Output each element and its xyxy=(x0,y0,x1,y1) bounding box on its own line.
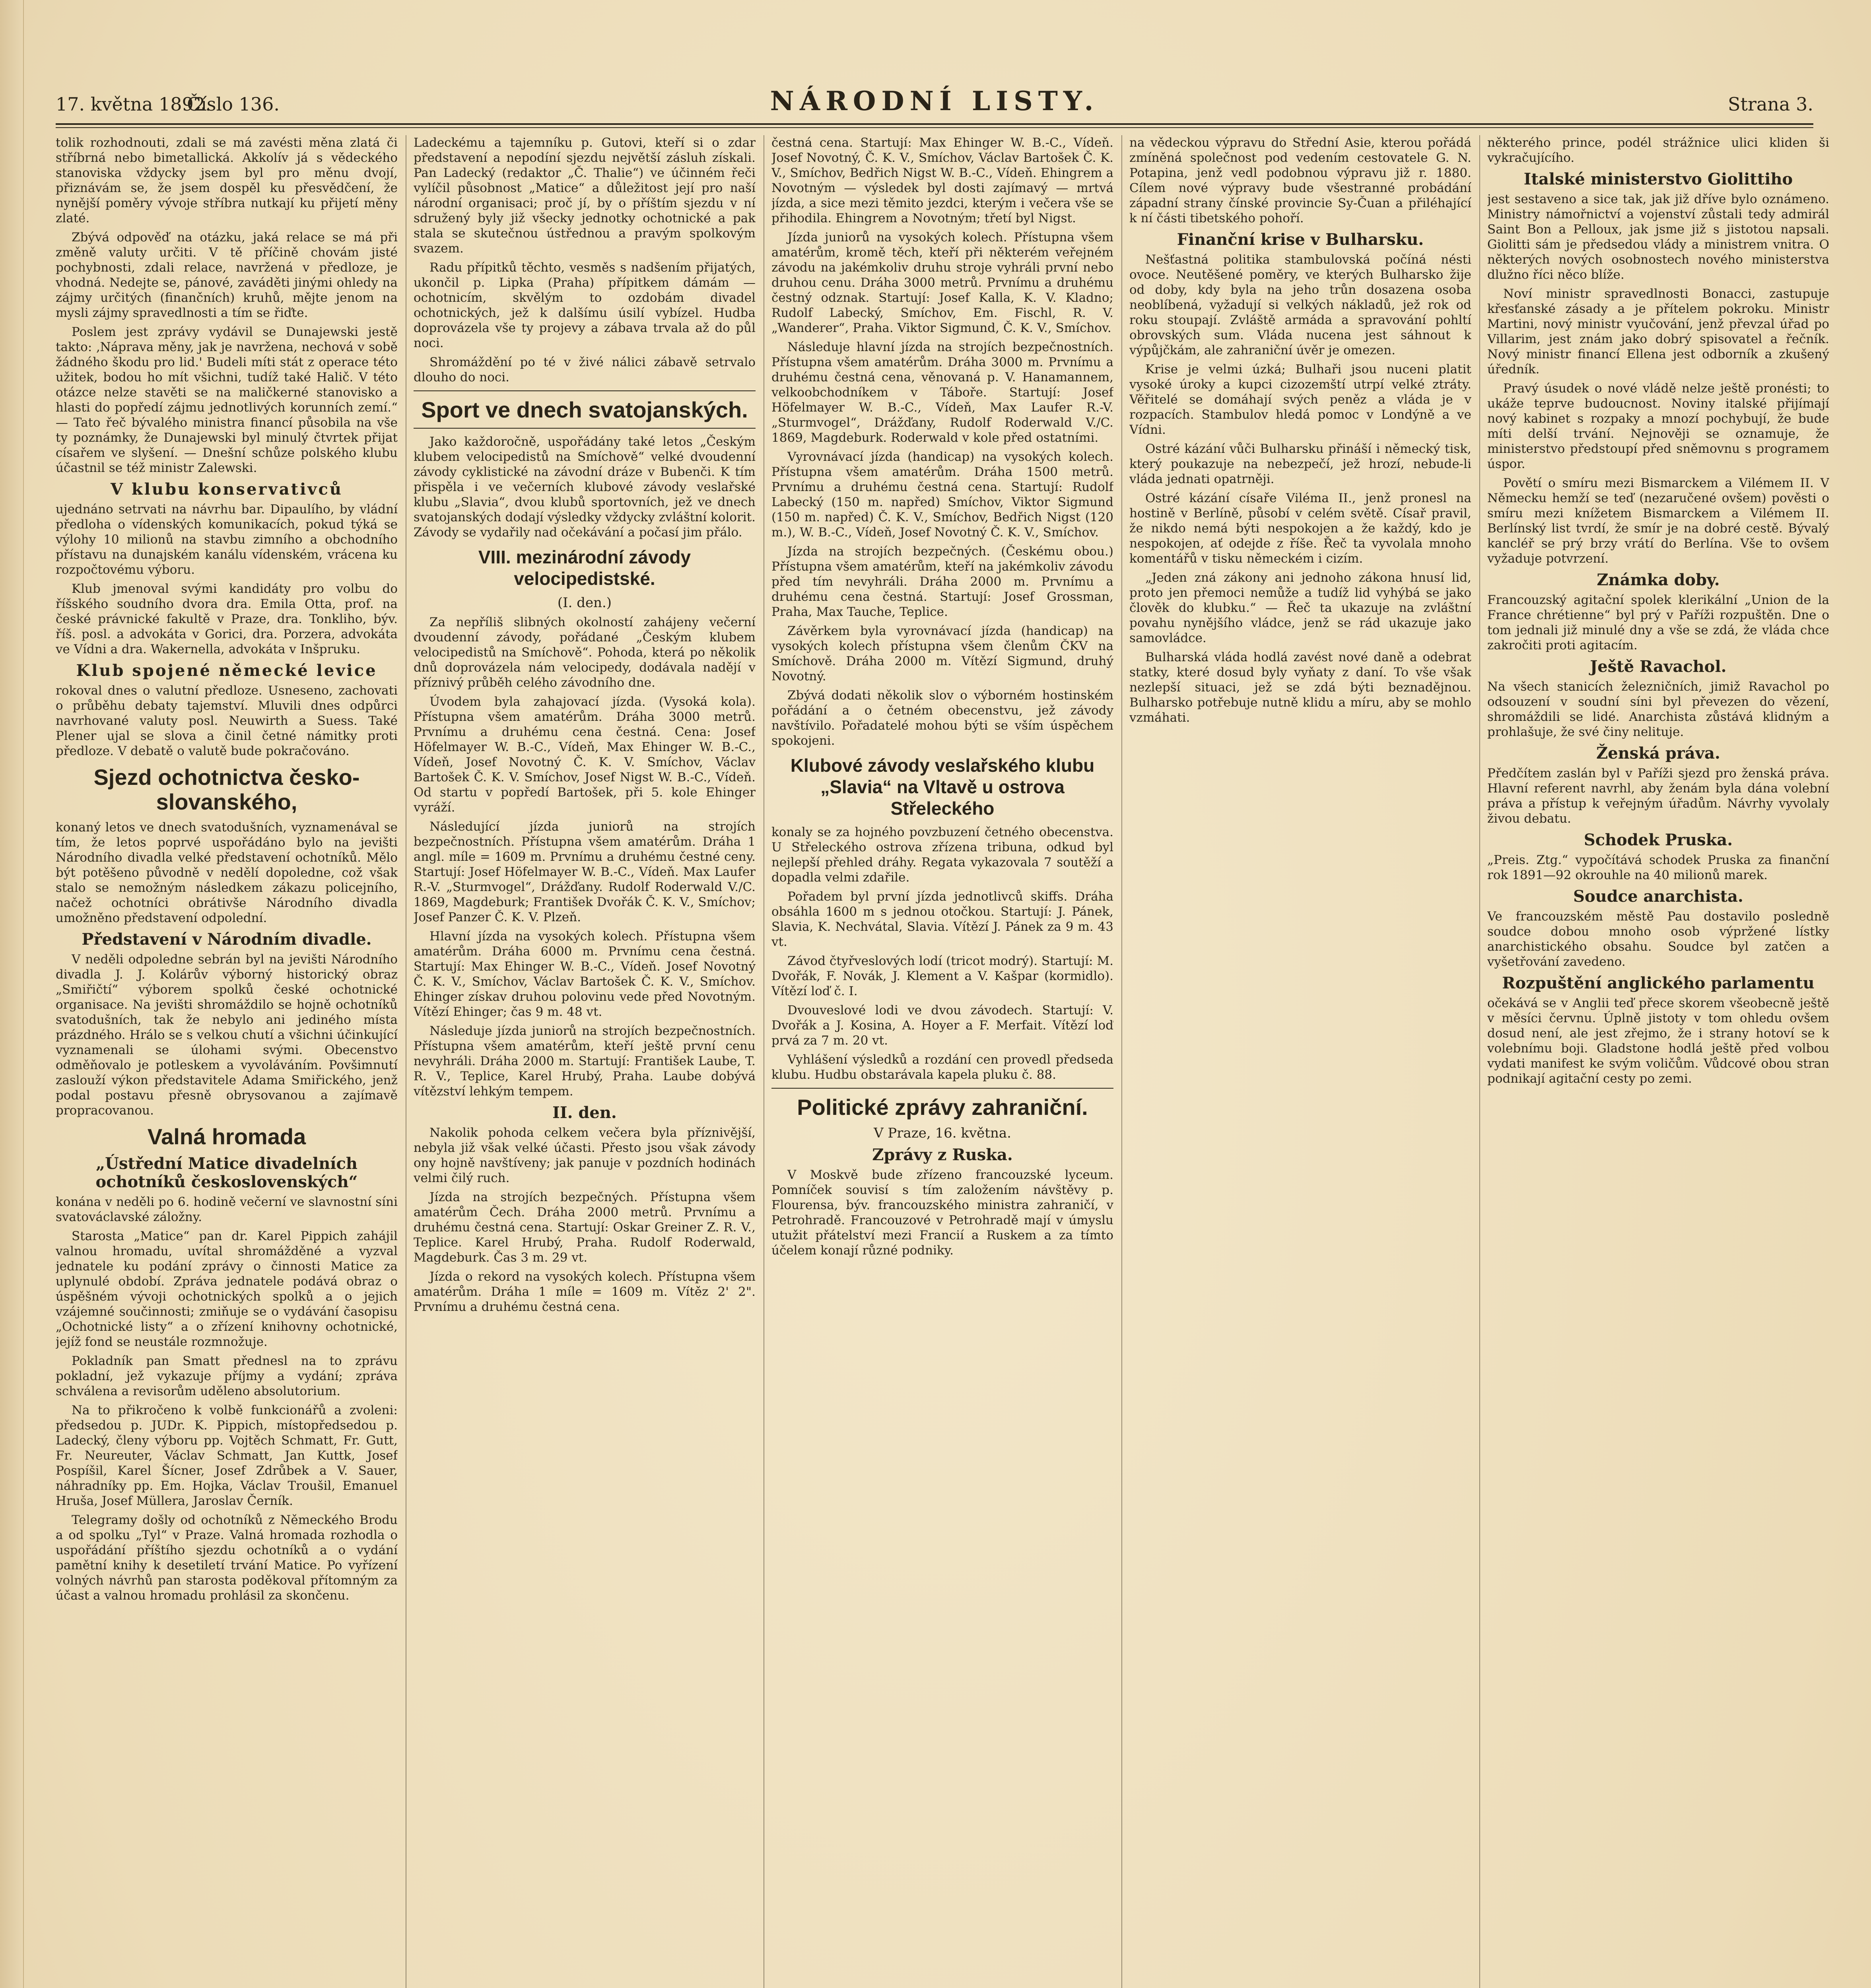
paragraph: Telegramy došly od ochotníků z Německého Brodu a od spolku „Tyl“ v Praze. Valná hromada rozhodla o uspořádání příštího sjezdu ochotníků a o vydání pamětní knihy k desetiletí trvání Matice. Po vyřízení volných návrhů pan starosta poděkoval přítomným za účast a valnou hromadu prohlásil za skončenu. xyxy=(56,1513,398,1603)
paragraph: Hlavní jízda na vysokých kolech. Přístupna všem amatérům. Dráha 6000 m. Prvnímu cena čestná. Startují: Max Ehinger W. B.-C., Vídeň. Josef Novotný Č. K. V., Smíchov, Václav Bartošek Č. K. V., Smíchov. Ehinger získav druhou polovinu vede před Novotným. Vítězí Ehinger; čas 9 m. 48 vt. xyxy=(414,929,756,1019)
subheading: Soudce anarchista. xyxy=(1573,887,1743,906)
divider xyxy=(414,428,756,429)
dateline: V Praze, 16. května. xyxy=(874,1125,1011,1141)
section-heading: Sjezd ochotnictva česko-slovanského, xyxy=(93,765,360,814)
section-subheading: (I. den.) xyxy=(557,595,612,611)
paragraph: Pravý úsudek o nové vládě nelze ještě pronésti; to ukáže teprve budoucnost. Noviny italské přijímají nový kabinet s rozpaky a mnozí pochybují, že bude míti delší trvání. Nejnověji se oznamuje, že ministerstvo předstoupí před sněmovnu s programem úspor. xyxy=(1487,381,1829,471)
header-rule-thin xyxy=(56,127,1813,128)
section-heading: Valná hromada xyxy=(147,1124,306,1149)
paragraph: Zbývá dodati několik slov o výborném hostinském pořádání a o četném obecenstvu, jež závody navštívilo. Pořadatelé mohou býti se vším úspěchem spokojeni. xyxy=(771,688,1113,748)
column-1 xyxy=(56,135,398,1988)
subheading: V klubu konservativců xyxy=(111,480,343,499)
paragraph: Vyhlášení výsledků a rozdání cen provedl předseda klubu. Hudbu obstarávala kapela pluku č. 88. xyxy=(771,1052,1113,1082)
paragraph: Ostré kázání vůči Bulharsku přináší i německý tisk, který poukazuje na nebezpečí, jež hrozí, nebude-li vláda jednati opatrněji. xyxy=(1129,442,1471,486)
paragraph: Závěrkem byla vyrovnávací jízda (handicap) na vysokých kolech přístupna všem členům ČKV na Smíchově. Dráha 2000 m. Vítězí Sigmund, druhý Novotný. xyxy=(771,624,1113,683)
paragraph: Radu přípitků těchto, vesměs s nadšením přijatých, ukončil p. Lipka (Praha) přípitkem dámám — ochotnicím, skvělým to ozdobám divadel ochotnických, jež k dalšímu úsilí vybízel. Hudba doprovázela vše ty projevy a zábava trvala až do půl noci. xyxy=(414,260,756,350)
paragraph: Starosta „Matice“ pan dr. Karel Pippich zahájil valnou hromadu, uvítal shromážděné a vyzval jednatele ku podání zprávy o činnosti Matice za uplynulé období. Zpráva jednatele podává obraz o úspěšném vývoji ochotnických spolků a o jejich vzájemné součinnosti; zmiňuje se o vydávání časopisu „Ochotnické listy“ a o zřízení knihovny ochotnické, jejíž fond se neustále rozmnožuje. xyxy=(56,1229,398,1349)
column-3 xyxy=(771,135,1113,1988)
paragraph: Povětí o smíru mezi Bismarckem a Vilémem II. V Německu hemží se teď (nezaručené ovšem) pověsti o smíru mezi knížetem Bismarckem a Vilémem II. Berlínský list tvrdí, že smír je na dobré cestě. Bývalý kancléř se prý brzy vrátí do Berlína. Vše to ovšem vyžaduje potvrzení. xyxy=(1487,476,1829,566)
paragraph: jest sestaveno a sice tak, jak již dříve bylo oznámeno. Ministry námořnictví a vojenství zůstali tedy admirál Saint Bon a Pelloux, jak jsme již s jistotou napsali. Giolitti sám je předsedou vlády a ministrem vnitra. O některých nových osobnostech nového ministerstva dlužno říci něco blíže. xyxy=(1487,192,1829,282)
paragraph: rokoval dnes o valutní předloze. Usneseno, zachovati o průběhu debaty tajemství. Mluvili dnes odpůrci navrhované valuty posl. Neuwirth a Suess. Také Plener ujal se slova a činil četné námitky proti předloze. V debatě o valutě bude pokračováno. xyxy=(56,683,398,758)
paragraph: Noví ministr spravedlnosti Bonacci, zastupuje křesťanské zásady a je přítelem pokroku. Ministr Martini, nový ministr vyučování, jenž převzal úřad po Villarim, jest znám jako dobrý spisovatel a řečník. Nový ministr financí Ellena jest odborník a zkušený úředník. xyxy=(1487,287,1829,377)
section-heading: II. den. xyxy=(552,1103,617,1122)
paragraph: Následující jízda juniorů na strojích bezpečnostních. Přístupna všem amatérům. Dráha 1 angl. míle = 1609 m. Prvnímu a druhému čestné ceny. Startují: Josef Höfelmayer W. B.-C., Vídeň. Max Laufer R.-V. „Sturmvogel“, Drážďany. Rudolf Roderwald V./C. 1869, Magdeburk; František Dvořák Č. K. V., Smíchov; Josef Panzer Č. K. V. Plzeň. xyxy=(414,819,756,924)
subheading: Schodek Pruska. xyxy=(1583,831,1733,849)
section-heading: Klubové závody veslařského klubu „Slavia“ na Vltavě u ostrova Střeleckého xyxy=(790,755,1095,819)
header-rule xyxy=(56,123,1813,125)
issue-date: 17. května 1892. xyxy=(56,93,211,115)
paragraph: Závod čtyřveslových lodí (tricot modrý). Startují: M. Dvořák, F. Novák, J. Klement a V. Kašpar (kormidlo). Vítězí loď č. I. xyxy=(771,954,1113,998)
column-4 xyxy=(1129,135,1471,1988)
section-heading: Finanční krise v Bulharsku. xyxy=(1177,230,1424,249)
paragraph: Francouzský agitační spolek klerikální „Union de la France chrétienne“ byl prý v Paříži rozpuštěn. Dne o tom jednali již minulé dny a vše se zdá, že vláda chce zakročiti proti agitacím. xyxy=(1487,593,1829,652)
section-heading: VIII. mezinárodní závody velocipedistské. xyxy=(478,547,691,589)
subheading: Klub spojené německé levice xyxy=(76,661,377,680)
subheading: Známka doby. xyxy=(1597,571,1720,589)
column-2 xyxy=(414,135,756,1988)
paragraph: Na to přikročeno k volbě funkcionářů a zvoleni: předsedou p. JUDr. K. Pippich, místopředsedou p. Ladecký, členy výboru pp. Vojtěch Schmatt, Fr. Gutt, Fr. Neureuter, Václav Schmatt, Jan Kuttk, Josef Pospíšil, Karel Šícner, Josef Zdrůbek a V. Sauer, náhradníky pp. Em. Hojka, Václav Troušil, Emanuel Hruša, Josef Müllera, Jaroslav Černík. xyxy=(56,1403,398,1508)
issue-number: Číslo 136. xyxy=(187,93,280,115)
paragraph: Dvouveslové lodi ve dvou závodech. Startují: V. Dvořák a J. Kosina, A. Hoyer a F. Merfait. Vítězí loď prvá za 7 m. 20 vt. xyxy=(771,1003,1113,1048)
adjacent-page-strip xyxy=(0,0,24,1988)
paragraph: konána v neděli po 6. hodině večerní ve slavnostní síni svatováclavské záložny. xyxy=(56,1195,398,1224)
paragraph: Jízda na strojích bezpečných. Přístupna všem amatérům Čech. Dráha 2000 metrů. Prvnímu a druhému čestná cena. Startují: Oskar Greiner Z. R. V., Teplice. Karel Hrubý, Praha. Rudolf Roderwald, Magdeburk. Čas 3 m. 29 vt. xyxy=(414,1190,756,1265)
paragraph: Nešťastná politika stambulovská počíná nésti ovoce. Neutěšené poměry, ve kterých Bulharsko žije od doby, kdy byla na jeho trůn dosazena osoba neoblíbená, vyžadují si velkých nákladů, jež rok od roku stoupají. Zvláště armáda a spravování pohltí obrovských sum. Vláda nucena jest sáhnout k výpůjčkám, ale zahraniční úvěr je omezen. xyxy=(1129,252,1471,357)
paragraph: tolik rozhodnouti, zdali se má zavésti měna zlatá či stříbrná nebo bimetallická. Akkolív já s vědeckého stanoviska vždycky jsem byl pro měnu dvojí, přiznávám se, že jsem dospěl ku přesvědčení, že nynější poměry vývoje stříbra nutkají ku přijetí měny zlaté. xyxy=(56,136,398,225)
divider xyxy=(771,1088,1113,1089)
paragraph: Ostré kázání císaře Viléma II., jenž pronesl na hostině v Berlíně, působí v celém světě. Císař pravil, že nikdo nemá býti nespokojen a že každý, kdo je nespokojen, ať odejde z říše. Řeč ta vyvolala mnoho komentářů v tisku německém i cizím. xyxy=(1129,491,1471,566)
paragraph: čestná cena. Startují: Max Ehinger W. B.-C., Vídeň. Josef Novotný, Č. K. V., Smíchov, Václav Bartošek Č. K. V., Smíchov, Bedřich Nigst W. B.-C., Vídeň. Ehingrem a Novotným — výsledek byl dosti zajímavý — mrtvá jízda, a sice mezi těmito jezdci, kterým i večera vše se přihodila. Ehingrem a Novotným; třetí byl Nigst. xyxy=(771,136,1113,225)
paragraph: Shromáždění po té v živé nálici zábavě setrvalo dlouho do noci. xyxy=(414,355,756,384)
subheading: Rozpuštění anglického parlamentu xyxy=(1502,974,1815,992)
paragraph: Bulharská vláda hodlá zavést nové daně a odebrat statky, které dosud byly vyňaty z daní. To vše však nezlepší situaci, jež se zdá býti beznadějnou. Bulharsko potřebuje nutně klidu a míru, aby se mohlo vzmáhati. xyxy=(1129,650,1471,725)
section-heading: Politické zprávy zahraniční. xyxy=(797,1095,1088,1120)
subheading: Ještě Ravachol. xyxy=(1590,657,1727,676)
paragraph: Jako každoročně, uspořádány také letos „Českým klubem velocipedistů na Smíchově“ velké dvoudenní závody cyklistické na závodní dráze v Bubenči. K tím přispěla i ve večerních klubové závody veslařské klubu „Slavia“, dvou klubů sportovních, jež ve dnech svatojanských dodají výsledky vždycky zvláštní kolorit. Závody se vydařily nad očekávání a počasí jim přálo. xyxy=(414,435,756,540)
section-subheading: „Ústřední Matice divadelních ochotníků československých“ xyxy=(95,1154,358,1191)
paragraph: Vyrovnávací jízda (handicap) na vysokých kolech. Přístupna všem amatérům. Dráha 1500 metrů. Prvnímu a druhému čestná cena. Startují: Rudolf Labecký (150 m. napřed) Smíchov, Viktor Sigmund (150 m. napřed) Č. K. V., Smíchov, Bedřich Nigst (120 m.), W. B.-C., Vídeň, Josef Novotný Č. K. V., Smíchov. xyxy=(771,450,1113,540)
subheading: Ženská práva. xyxy=(1596,744,1720,763)
paragraph: V neděli odpoledne sebrán byl na jevišti Národního divadla J. J. Kolárův výborný historický obraz „Smiřičtí“ výborem spolků české ochotnické organisace. Na jevišti shromáždilo se hojně ochotníků svatodušních, tak že nebylo ani jediného místa prázdného. Hrálo se s velkou chutí a všichni účinkující vyznamenali se úlohami svými. Obecenstvo odměňovalo je potleskem a vyvoláváním. Povšimnutí zaslouží výkon představitele Adama Smiřického, jenž podal postavu přesně obrysovanou a zajímavě propracovanou. xyxy=(56,952,398,1118)
paragraph: V Moskvě bude zřízeno francouzské lyceum. Pomníček souvisí s tím založením návštěvy p. Flourensa, býv. francouzského ministra zahraničí, v Petrohradě. Francouzové v Petrohradě mají v úmyslu utužit přátelství mezi Francií a Ruskem a za tímto účelem konají různé podniky. xyxy=(771,1168,1113,1258)
section-subheading: Zprávy z Ruska. xyxy=(872,1145,1013,1164)
paragraph: Ve francouzském městě Pau dostavilo posledně soudce dobou mnoho osob výpržené lístky anarchistického obsahu. Soudce byl zatčen a vyšetřování zavedeno. xyxy=(1487,909,1829,969)
paragraph: konaly se za hojného povzbuzení četného obecenstva. U Střeleckého ostrova zřízena tribuna, odkud byl nejlepší přehled dráhy. Regata vykazovala 7 soutěží a dopadla velmi zdařile. xyxy=(771,825,1113,885)
paragraph: některého prince, podél strážnice ulici kliden ši vykračujícího. xyxy=(1487,136,1829,165)
paragraph: Poslem jest zprávy vydávil se Dunajewski jestě takto: ‚Náprava měny, jak je navržena, nechová v sobě žádného škodu pro lid.' Budeli míti stát z operace této užitek, bodou ho mít všichni, tudíž také Halič. V této otázce nelze stavěti se na maličkerné stanovisko a hlasti do popředí zájmu jednotlivých korunních zemí.“ — Tato řeč bývalého ministra financí působila na vše ty poznámky, že Dunajewski byl minulý čtvrtek přijat císařem ve slyšení. — Dnešní schůze polského klubu účastnil se též ministr Zalewski. xyxy=(56,325,398,475)
paragraph: „Preis. Ztg.“ vypočítává schodek Pruska za finanční rok 1891—92 okrouhle na 40 milionů marek. xyxy=(1487,853,1829,882)
column-separator xyxy=(1479,135,1480,1988)
paragraph: konaný letos ve dnech svatodušních, vyznamenával se tím, že letos poprvé uspořádáno bylo na jevišti Národního divadla velké představení ochotníků. Mělo být potěšeno původně v nedělí dopoledne, což však stalo se nemožným následkem zákazu policejního, načež ochotníci obrátivše Národního divadla umožněno představení odpolední. xyxy=(56,820,398,925)
paragraph: Krise je velmi úzká; Bulhaři jsou nuceni platit vysoké úroky a kupci cizozemští utrpí velké ztráty. Věřitelé se domáhají svých peněz a vláda je v rozpacích. Stambulov hledá pomoc v Londýně a ve Vídni. xyxy=(1129,362,1471,437)
paragraph: Jízda na strojích bezpečných. (Českému obou.) Přístupna všem amatérům, kteří na jakémkoliv závodu před tím nevyhráli. Dráha 2000 m. Prvnímu a druhému cena čestná. Startují: Josef Grossman, Praha, Max Tauche, Teplice. xyxy=(771,544,1113,619)
paragraph: Jízda o rekord na vysokých kolech. Přístupna všem amatérům. Dráha 1 míle = 1609 m. Vítěz 2' 2". Prvnímu a druhému čestná cena. xyxy=(414,1270,756,1314)
paragraph: Nakolik pohoda celkem večera byla příznivější, nebyla již však velké účasti. Přesto jsou však závody ony hojně navštíveny; jak panuje v pozdních hodinách velmi čilý ruch. xyxy=(414,1126,756,1185)
column-separator xyxy=(1121,135,1122,1988)
paragraph: Předčítem zaslán byl v Paříži sjezd pro ženská práva. Hlavní referent navrhl, aby ženám byla dána volební práva a přístup k veřejným úřadům. Návrhy vyvolaly živou debatu. xyxy=(1487,766,1829,826)
paragraph: ujednáno setrvati na návrhu bar. Dipaulího, by vládní předloha o vídenských komunikacích, pokud týká se výlohy 10 milionů na stavbu zimního a obchodního přístavu na dunajském kanálu vídenském, vrácena ku rozpočtovému výboru. xyxy=(56,502,398,577)
subheading: Italské ministerstvo Giolittiho xyxy=(1523,170,1793,188)
divider xyxy=(414,390,756,391)
paragraph: Ladeckému a tajemníku p. Gutovi, kteří si o zdar představení a nepodíní sjezdu největší zásluh získali. Pan Ladecký (redaktor „Č. Thalie“) ve účinném řeči vylíčil působnost „Matice“ a důležitost její pro naší národní organisaci; proč jí, by o příštím sjezdu v ní sdružený byly již všecky jednotky ochotnické a pak stala se skutečnou ústřednou a pravým spolkovým svazem. xyxy=(414,136,756,256)
paragraph: Zbývá odpověď na otázku, jaká relace se má při změně valuty určiti. V tě příčině chovám jisté pochybnosti, zdali relace, navržená v předloze, je vhodná. Nedejte se, pánové, zaváděti jinými ohledy na zájmy určitých (finančních) kruhů, mějte jenom na mysli zájmy spravedlnosti a tím se řiďte. xyxy=(56,230,398,320)
paragraph: Úvodem byla zahajovací jízda. (Vysoká kola). Přístupna všem amatérům. Dráha 3000 metrů. Prvnímu a druhému cena čestná. Cena: Josef Höfelmayer W. B.-C., Vídeň, Max Ehinger W. B.-C., Vídeň, Josef Novotný Č. K. V. Smíchov, Václav Bartošek Č. K. V. Smíchov, Josef Nigst W. B.-C., Vídeň. Od startu v popředí Bartošek, při 5. kole Ehinger vyráží. xyxy=(414,695,756,815)
page-header xyxy=(56,85,1813,121)
page-number: Strana 3. xyxy=(1728,93,1813,115)
section-heading: Sport ve dnech svatojanských. xyxy=(421,397,748,422)
paragraph: na vědeckou výpravu do Střední Asie, kterou pořádá zmíněná společnost pod vedením cestovatele G. N. Potapina, jenž vedl podobnou výpravu již r. 1880. Cílem nové výpravy bude všestranné probádání západní strany čínské provincie Sy-Čuan a přiléhající k ní části tibetského pohoří. xyxy=(1129,136,1471,225)
newspaper-title: NÁRODNÍ LISTY. xyxy=(770,85,1099,116)
paragraph: Pokladník pan Smatt přednesl na to zprávu pokladní, jež vykazuje příjmy a vydání; zpráva schválena a revisorům uděleno absolutorium. xyxy=(56,1354,398,1398)
paragraph: Následuje jízda juniorů na strojích bezpečnostních. Přístupna všem amatérům, kteří ještě první cenu nevyhráli. Dráha 2000 m. Startují: František Laube, T. R. V., Teplice, Karel Hrubý, Praha. Laube dobývá vítězství lehkým tempem. xyxy=(414,1024,756,1099)
paragraph: Na všech stanicích železničních, jimiž Ravachol po odsouzení v soudní síni byl převezen do vězení, shromáždili se lidé. Anarchista zůstává klidným a prohlašuje, že své činy nelituje. xyxy=(1487,679,1829,739)
paragraph: „Jeden zná zákony ani jednoho zákona hnusí lid, proto jen přemoci nemůže a tudíž lid vyhýbá se jako člověk do klubku.“ — Řeč ta ukazuje na zvláštní povahu nynějšího vládce, jenž se rád ukazuje jako samovládce. xyxy=(1129,571,1471,645)
paragraph: Za nepříliš slibných okolností zahájeny večerní dvoudenní závody, pořádané „Českým klubem velocipedistů na Smíchově“. Pohoda, která po několik dnů doprovázela nám velocipedy, dodávala nadějí v příznivý průběh celého závodního dne. xyxy=(414,615,756,690)
paragraph: očekává se v Anglii teď přece skorem všeobecně ještě v měsíci červnu. Úplně jistoty v tom ohledu ovšem dosud není, ale jest zřejmo, že i strany hotoví se k volebnímu boji. Gladstone hodlá ještě před volbou vydati manifest ke svým voličům. Vůdcové obou stran podnikají agitační cesty po zemi. xyxy=(1487,996,1829,1086)
paragraph: Pořadem byl první jízda jednotlivců skiffs. Dráha obsáhla 1600 m s jednou otočkou. Startují: J. Pánek, Slavia, K. Nechvátal, Slavia. Vítězí J. Pánek za 9 m. 43 vt. xyxy=(771,889,1113,949)
paragraph: Jízda juniorů na vysokých kolech. Přístupna všem amatérům, kromě těch, kteří při některém veřejném závodu na jakémkoliv druhu stroje vyhráli první nebo druhou cenu. Dráha 3000 metrů. Prvnímu a druhému čestný odznak. Startují: Josef Kalla, K. V. Kladno; Rudolf Labecký, Smíchov, Em. Fischl, R. V. „Wanderer“, Praha. Viktor Sigmund, Č. K. V., Smíchov. xyxy=(771,230,1113,335)
paragraph: Klub jmenoval svými kandidáty pro volbu do říšského soudního dvora dra. Emila Otta, prof. na české právnické fakultě v Praze, dra. Tonkliho, býv. říš. posl. a advokáta v Gorici, dra. Porzera, advokáta ve Vídni a dra. Wakernella, advokáta v Inšpruku. xyxy=(56,582,398,656)
section-heading: Představení v Národním divadle. xyxy=(82,930,372,949)
column-5 xyxy=(1487,135,1829,1988)
paragraph: Následuje hlavní jízda na strojích bezpečnostních. Přístupna všem amatérům. Dráha 3000 m. Prvnímu a druhému čestná cena, věnovaná p. V. Hanamannem, velkoobchodníkem v Táboře. Startují: Josef Höfelmayer W. B.-C., Vídeň, Max Laufer R.-V. „Sturmvogel“, Drážďany, Rudolf Roderwald V./C. 1869, Magdeburk. Roderwald v kole před ostatními. xyxy=(771,340,1113,445)
